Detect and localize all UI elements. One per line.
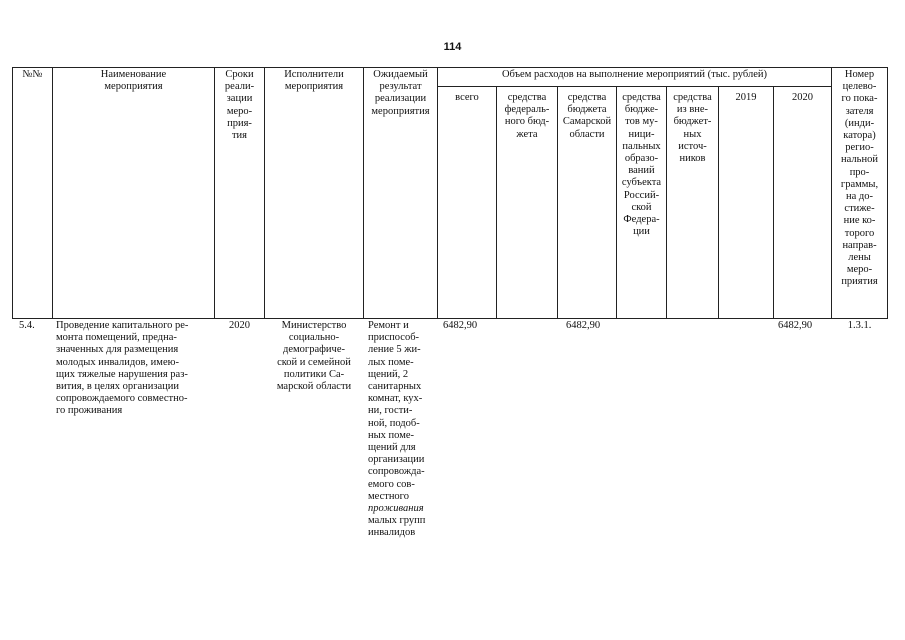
row-2020: 6482,90: [778, 320, 813, 331]
subheader-federal: средства федераль- ного бюд- жета: [504, 92, 550, 140]
header-name: Наименование мероприятия: [100, 69, 167, 93]
row-regional: 6482,90: [566, 320, 601, 331]
row-result: [368, 320, 435, 540]
row-total: 6482,90: [443, 320, 478, 331]
row-name: Проведение капитального ре- монта помещений, предна- значенных для размещения молодых инвалидов, имею- щих тяжелые нарушения раз- вития, в целях организации сопровождаемого совместно- го проживания: [56, 320, 189, 417]
row-result-italic: проживания: [368, 503, 424, 515]
subheader-municipal: средства бюдже- тов му- ници- пальных образо- ваний субъекта Россий- ской Федера- ции: [621, 92, 662, 238]
header-num: №№: [22, 69, 43, 80]
subheader-total: всего: [455, 92, 479, 103]
row-indicator: 1.3.1.: [847, 320, 872, 331]
header-executors: Исполнители мероприятия: [284, 69, 344, 93]
row-executors: Министерство социально- демографиче- ской и семейной политики Са- марской области: [276, 320, 352, 393]
subheader-regional: средства бюджета Самарской области: [562, 92, 612, 140]
subheader-2020: 2020: [792, 92, 813, 103]
subheader-2019: 2019: [735, 92, 757, 103]
page-number: 114: [443, 41, 462, 53]
subheader-offbudget: средства из вне- бюджет- ных источ- ников: [673, 92, 712, 165]
header-result: Ожидаемый результат реализации мероприятия: [371, 69, 430, 117]
row-num: 5.4.: [19, 320, 35, 331]
row-result-tail: малых групп инвалидов: [368, 515, 426, 539]
header-volume: Объем расходов на выполнение мероприятий (тыс. рублей): [501, 69, 768, 80]
header-term: Сроки реали- зации меро- прия- тия: [224, 69, 255, 142]
header-indicator: Номер целево- го пока- зателя (инди- катора) регио- нальной про- граммы, на до- стиже- ние ко- торого направ- лены меро- приятия: [840, 69, 879, 288]
row-result-main: Ремонт и приспособ- ление 5 жи- лых поме- щений, 2 санитарных комнат, кух- ни, гости- ной, подоб- ных поме- щений для организации сопровожда- емого сов- местного: [368, 320, 425, 502]
row-term: 2020: [229, 320, 250, 331]
